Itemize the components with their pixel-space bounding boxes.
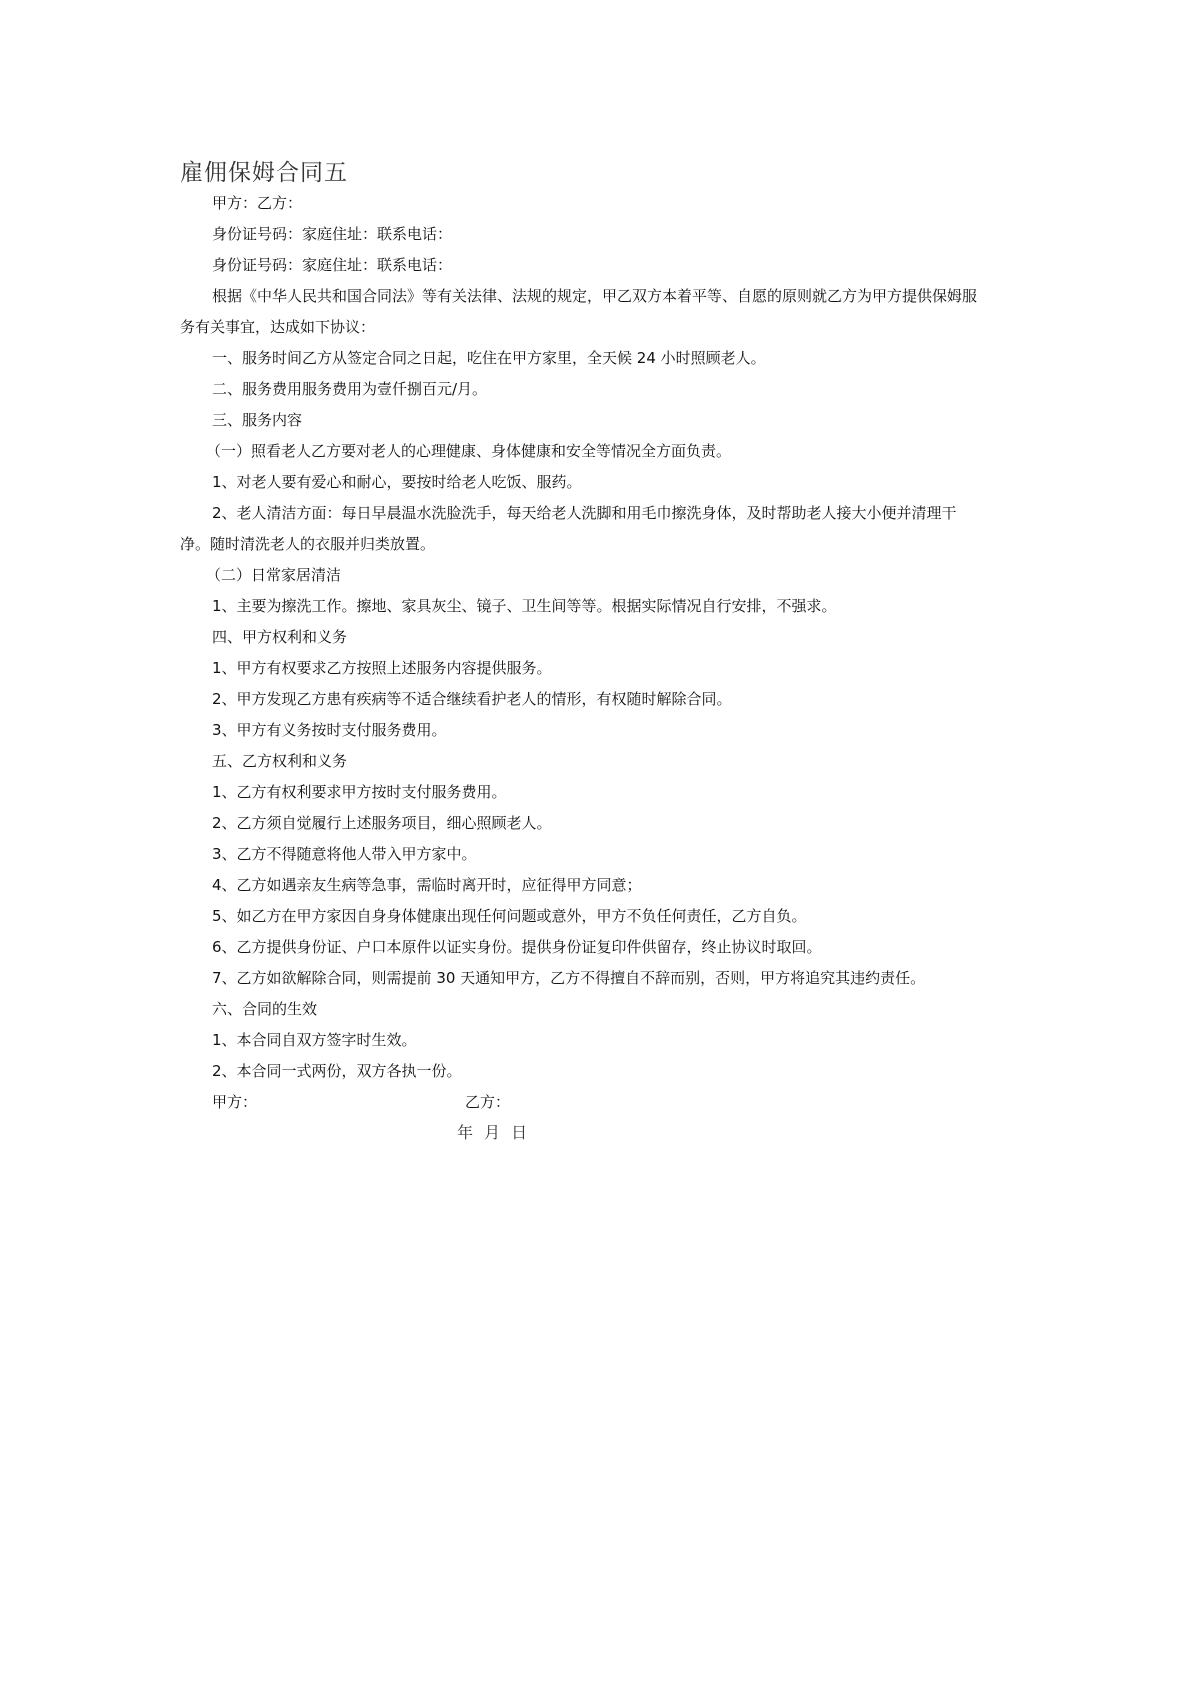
section-3-sub-a: （一）照看老人乙方要对老人的心理健康、身体健康和安全等情况全方面负责。 [206,442,732,460]
section-5-item-4: 4、乙方如遇亲友生病等急事，需临时离开时，应征得甲方同意； [212,876,642,894]
section-5-item-1: 1、乙方有权利要求甲方按时支付服务费用。 [212,783,507,801]
parties-line: 甲方：乙方： [212,194,303,212]
section-4-item-1: 1、甲方有权要求乙方按照上述服务内容提供服务。 [212,659,552,677]
section-5-item-6: 6、乙方提供身份证、户口本原件以证实身份。提供身份证复印件供留存，终止协议时取回。 [212,938,822,956]
section-6-item-1: 1、本合同自双方签字时生效。 [212,1031,417,1049]
party-a-signature-label: 甲方： [212,1093,258,1111]
party-a-id-line: 身份证号码：家庭住址：联系电话： [212,225,453,243]
section-6-item-2: 2、本合同一式两份，双方各执一份。 [212,1062,462,1080]
section-5-item-7: 7、乙方如欲解除合同，则需提前 30 天通知甲方，乙方不得擅自不辞而别，否则，甲方将追究其违约责任。 [212,969,926,987]
party-b-signature-label: 乙方： [465,1093,511,1111]
party-b-id-line: 身份证号码：家庭住址：联系电话： [212,256,453,274]
signing-date: 年 月 日 [457,1123,528,1142]
preamble-line-1: 根据《中华人民共和国合同法》等有关法律、法规的规定，甲乙双方本着平等、自愿的原则就乙方为甲方提供保姆服 [212,287,978,305]
section-6-heading: 六、合同的生效 [212,1000,318,1018]
section-3-a-item-2-line-2: 净。随时清洗老人的衣服并归类放置。 [180,535,436,553]
document-title: 雇佣保姆合同五 [180,160,348,186]
section-3-b-item-1: 1、主要为擦洗工作。擦地、家具灰尘、镜子、卫生间等等。根据实际情况自行安排，不强求。 [212,597,837,615]
section-2-service-fee: 二、服务费用服务费用为壹仟捌百元/月。 [212,380,488,398]
preamble-line-2: 务有关事宜，达成如下协议： [180,318,376,336]
section-3-sub-b: （二）日常家居清洁 [206,566,342,584]
section-5-item-2: 2、乙方须自觉履行上述服务项目，细心照顾老人。 [212,814,552,832]
section-4-item-3: 3、甲方有义务按时支付服务费用。 [212,721,447,739]
section-1-service-time: 一、服务时间乙方从签定合同之日起，吃住在甲方家里，全天候 24 小时照顾老人。 [212,349,766,367]
section-5-item-5: 5、如乙方在甲方家因自身身体健康出现任何问题或意外，甲方不负任何责任，乙方自负。 [212,907,807,925]
section-5-item-3: 3、乙方不得随意将他人带入甲方家中。 [212,845,477,863]
section-4-item-2: 2、甲方发现乙方患有疾病等不适合继续看护老人的情形，有权随时解除合同。 [212,690,732,708]
section-4-heading: 四、甲方权利和义务 [212,628,348,646]
section-3-heading: 三、服务内容 [212,411,303,429]
section-3-a-item-2-line-1: 2、老人清洁方面：每日早晨温水洗脸洗手，每天给老人洗脚和用毛巾擦洗身体，及时帮助老人接大小便并清理干 [212,504,957,522]
section-3-a-item-1: 1、对老人要有爱心和耐心，要按时给老人吃饭、服药。 [212,473,582,491]
section-5-heading: 五、乙方权利和义务 [212,752,348,770]
